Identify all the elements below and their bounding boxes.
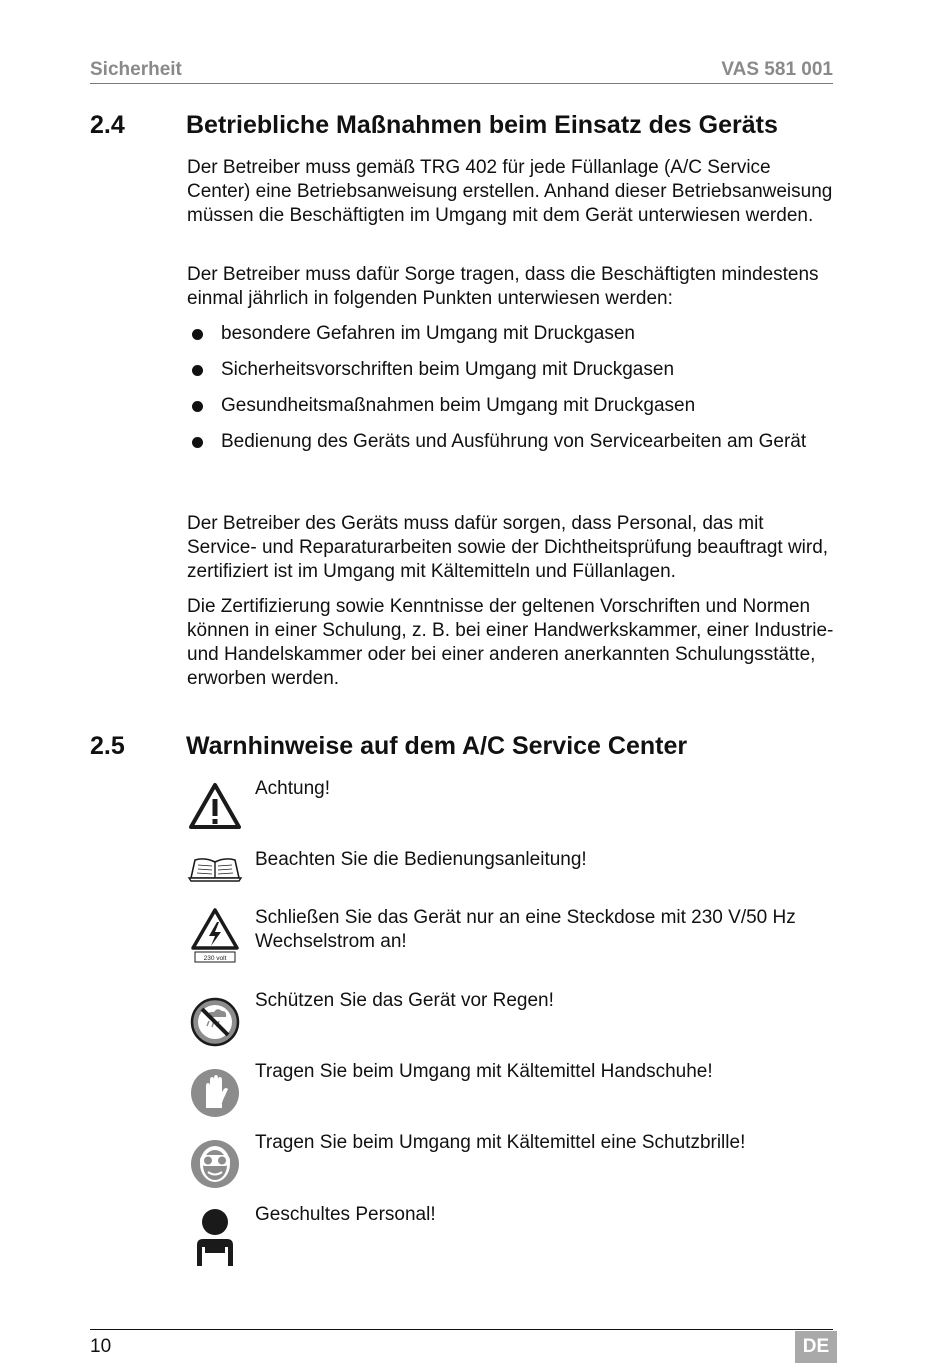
bullet-icon bbox=[192, 329, 203, 340]
warning-text: Schützen Sie das Gerät vor Regen! bbox=[255, 990, 554, 1011]
bullet-icon bbox=[192, 437, 203, 448]
paragraph: Der Betreiber muss dafür Sorge tragen, dass die Beschäftigten mindestens einmal jährlich in folgenden Punkten unterwiesen werden: bbox=[187, 264, 819, 309]
bullet-list bbox=[187, 322, 827, 466]
list-item: Bedienung des Geräts und Ausführung von Servicearbeiten am Gerät bbox=[187, 430, 827, 454]
section-number: 2.5 bbox=[90, 732, 125, 760]
warning-triangle-icon bbox=[187, 777, 243, 837]
list-item: Sicherheitsvorschriften beim Umgang mit Druckgasen bbox=[187, 358, 827, 382]
paragraph: Die Zertifizierung sowie Kenntnisse der geltenen Vorschriften und Normen können in einer Schulung, z. B. bei einer Handwerkskammer, einer Industrie- und Handelskammer oder bei einer anderen anerkannten Schulungsstätte, erworben werden. bbox=[187, 596, 834, 689]
warning-row bbox=[187, 1203, 847, 1267]
warning-text: Geschultes Personal! bbox=[255, 1204, 436, 1225]
page-header bbox=[90, 59, 833, 84]
no-rain-icon bbox=[187, 989, 243, 1049]
warning-text: Tragen Sie beim Umgang mit Kältemittel eine Schutzbrille! bbox=[255, 1132, 746, 1153]
list-item: Gesundheitsmaßnahmen beim Umgang mit Druckgasen bbox=[187, 394, 827, 418]
list-item: besondere Gefahren im Umgang mit Druckgasen bbox=[187, 322, 827, 346]
language-badge: DE bbox=[795, 1331, 837, 1363]
high-voltage-icon bbox=[187, 906, 243, 968]
section-title: Warnhinweise auf dem A/C Service Center bbox=[186, 732, 688, 760]
warning-text: Tragen Sie beim Umgang mit Kältemittel Handschuhe! bbox=[255, 1061, 713, 1082]
gloves-icon bbox=[187, 1060, 243, 1120]
warning-row bbox=[187, 1060, 847, 1120]
trained-person-icon bbox=[187, 1203, 243, 1267]
warning-row bbox=[187, 848, 847, 908]
goggles-icon bbox=[187, 1131, 243, 1191]
warning-text: Achtung! bbox=[255, 778, 330, 799]
footer-divider bbox=[90, 1329, 833, 1330]
open-book-icon bbox=[187, 848, 243, 908]
bullet-icon bbox=[192, 365, 203, 376]
paragraph: Der Betreiber muss gemäß TRG 402 für jede Füllanlage (A/C Service Center) eine Betriebsanweisung erstellen. Anhand dieser Betriebsanweisung müssen die Beschäftigten im Umgang mit dem Gerät unterwiesen werden. bbox=[187, 157, 833, 226]
header-doc-code: VAS 581 001 bbox=[721, 59, 833, 80]
voltage-label: 230 volt bbox=[203, 955, 227, 962]
warning-text: Schließen Sie das Gerät nur an eine Steckdose mit 230 V/50 Hz Wechselstrom an! bbox=[255, 907, 796, 952]
warning-row bbox=[187, 989, 847, 1049]
section-number: 2.4 bbox=[90, 111, 125, 139]
warning-row bbox=[187, 777, 847, 837]
warning-row bbox=[187, 1131, 847, 1191]
bullet-icon bbox=[192, 401, 203, 412]
header-section-title: Sicherheit bbox=[90, 59, 182, 80]
paragraph: Der Betreiber des Geräts muss dafür sorgen, dass Personal, das mit Service- und Reparaturarbeiten sowie der Dichtheitsprüfung beauftragt wird, zertifiziert ist im Umgang mit Kältemitteln und Füllanlagen. bbox=[187, 513, 829, 582]
warning-row bbox=[187, 906, 847, 968]
section-title: Betriebliche Maßnahmen beim Einsatz des Geräts bbox=[186, 111, 778, 139]
page-number: 10 bbox=[90, 1336, 112, 1357]
warning-text: Beachten Sie die Bedienungsanleitung! bbox=[255, 849, 587, 870]
